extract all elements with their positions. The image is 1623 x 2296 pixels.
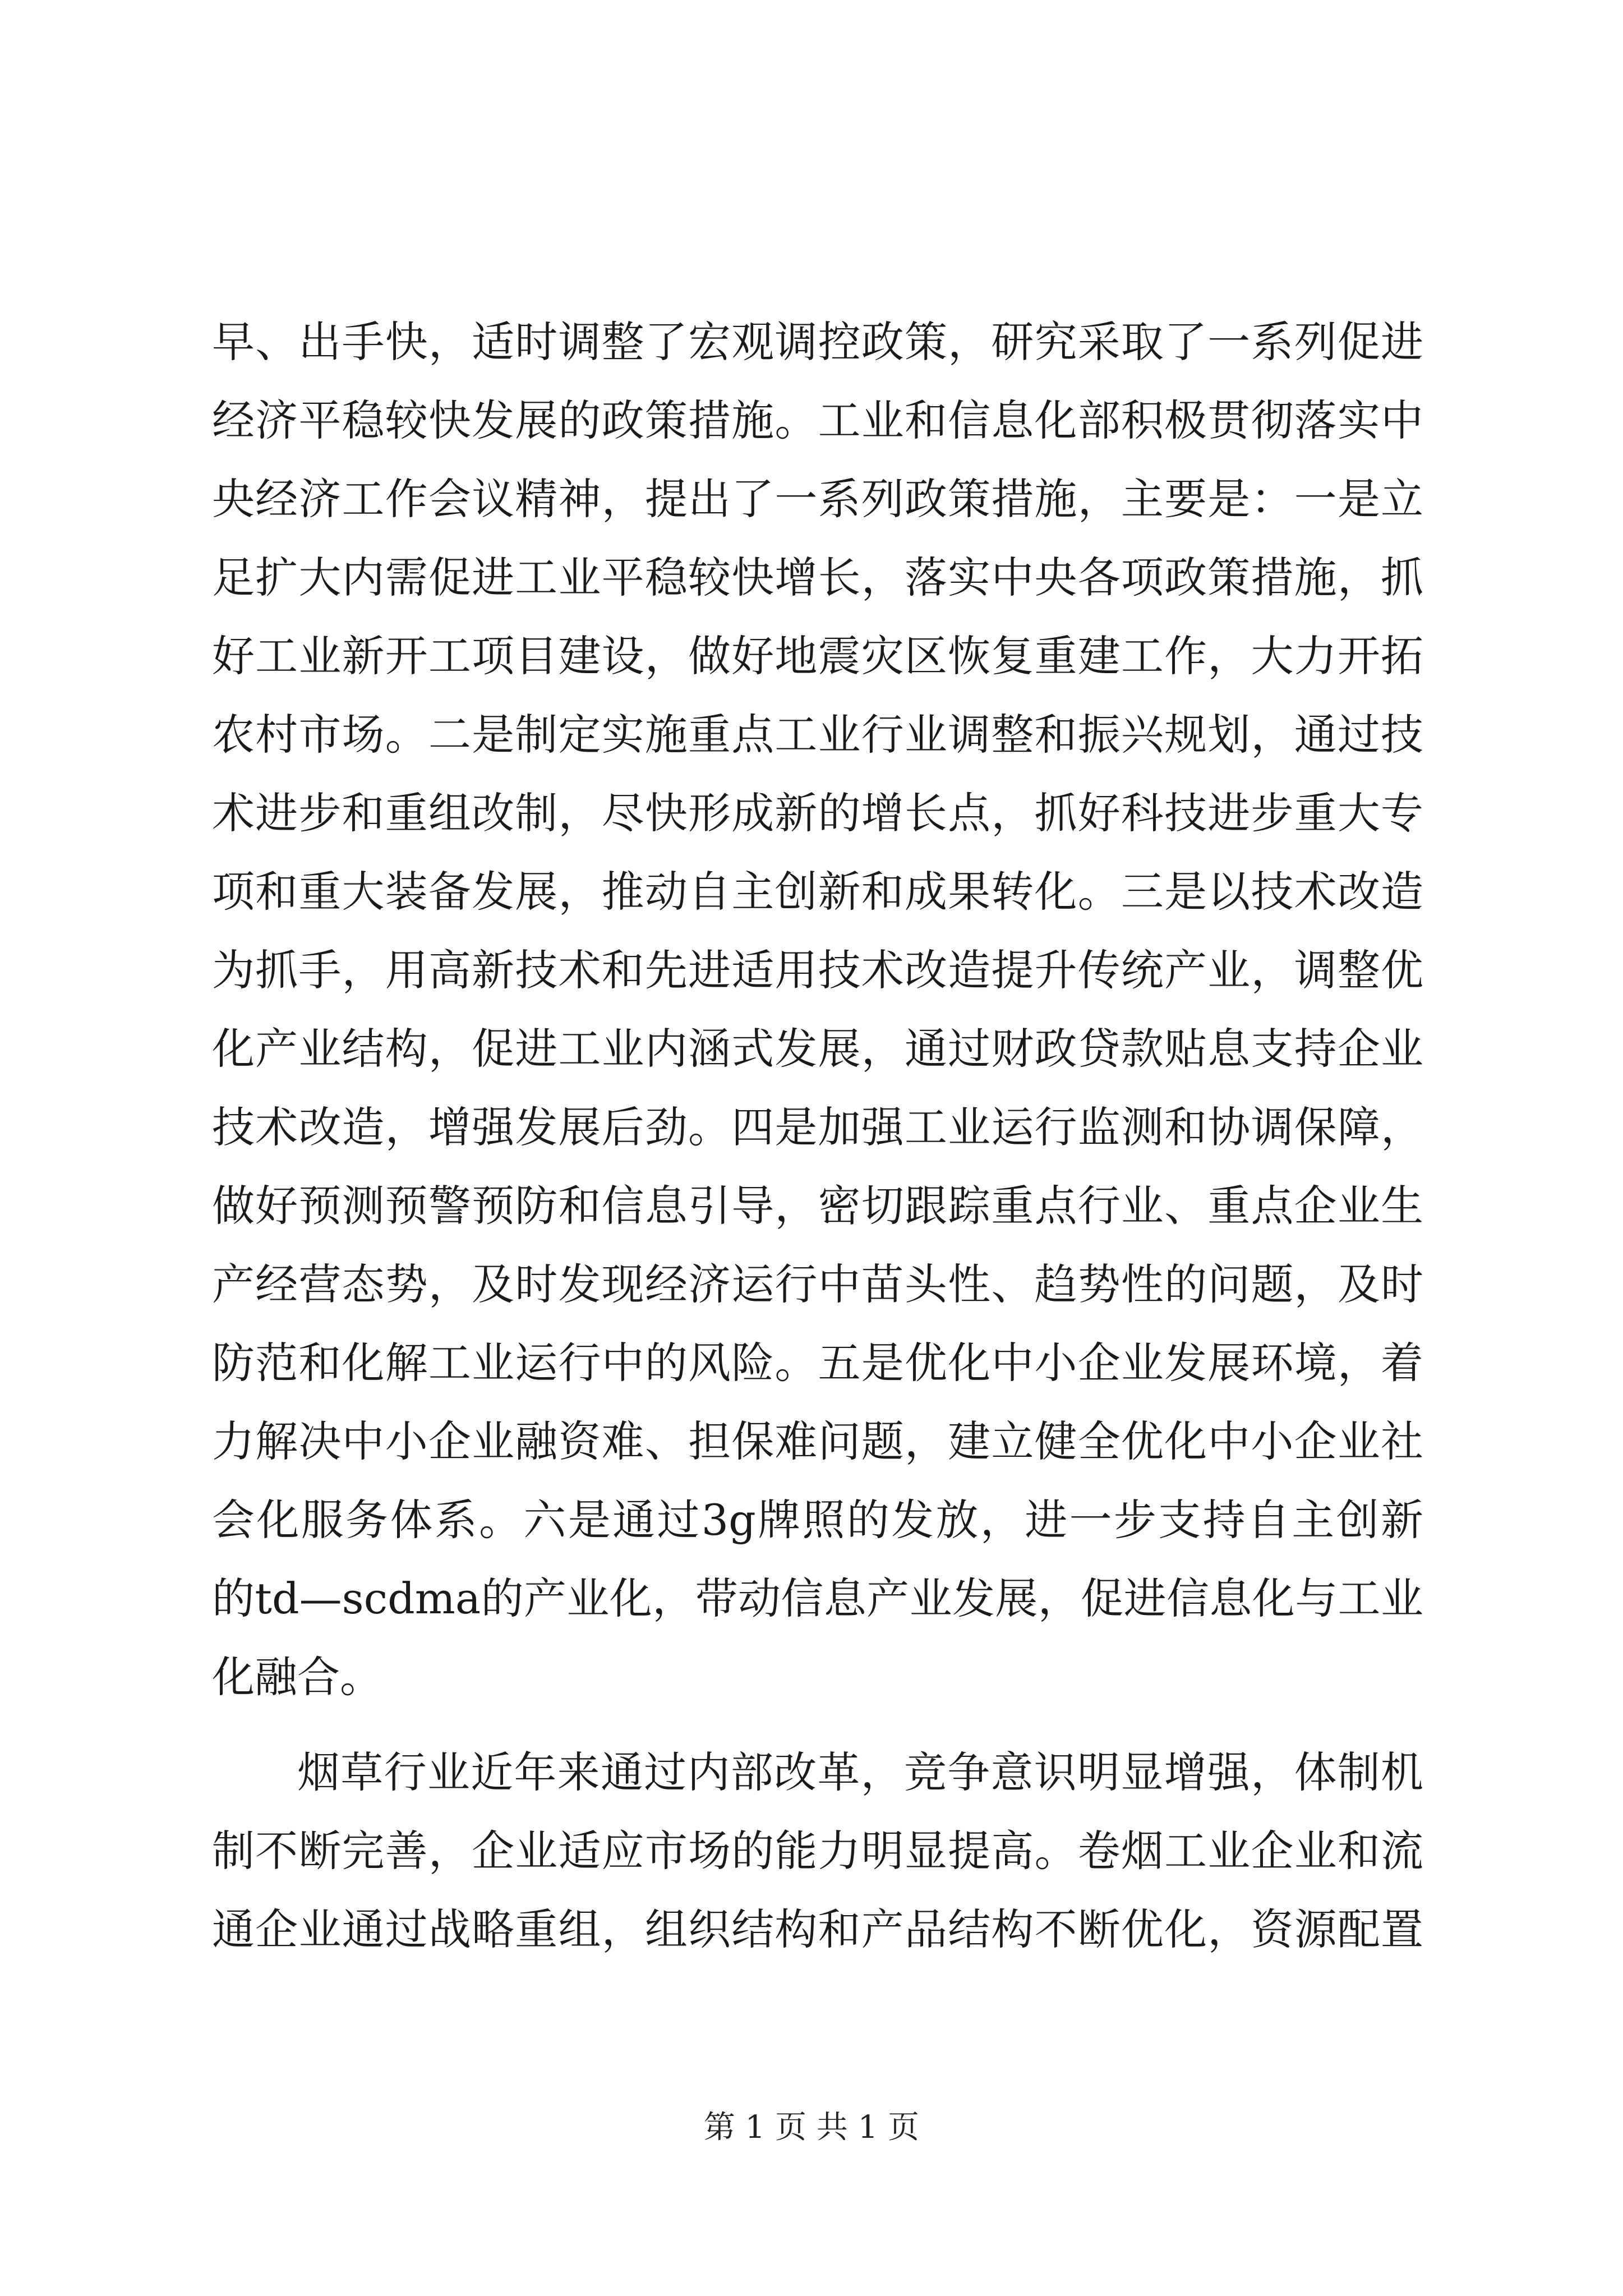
paragraph-line: 的td—scdma的产业化，带动信息产业发展，促进信息化与工业 <box>212 1573 1423 1623</box>
paragraph-line: 制不断完善，企业适应市场的能力明显提高。卷烟工业企业和流 <box>212 1826 1423 1876</box>
paragraph-line: 做好预测预警预防和信息引导，密切跟踪重点行业、重点企业生 <box>212 1181 1423 1231</box>
paragraph-line: 力解决中小企业融资难、担保难问题，建立健全优化中小企业社 <box>212 1416 1423 1466</box>
paragraph-line: 化融合。 <box>212 1652 382 1702</box>
paragraph-line: 通企业通过战略重组，组织结构和产品结构不断优化，资源配置 <box>212 1904 1423 1954</box>
paragraph-line: 好工业新开工项目建设，做好地震灾区恢复重建工作，大力开拓 <box>212 631 1423 681</box>
page-footer: 第 1 页 共 1 页 <box>703 2109 920 2146</box>
paragraph-line: 术进步和重组改制，尽快形成新的增长点，抓好科技进步重大专 <box>212 788 1423 838</box>
paragraph-line: 产经营态势，及时发现经济运行中苗头性、趋势性的问题，及时 <box>212 1259 1423 1309</box>
paragraph-line: 经济平稳较快发展的政策措施。工业和信息化部积极贯彻落实中 <box>212 395 1423 445</box>
paragraph-line: 为抓手，用高新技术和先进适用技术改造提升传统产业，调整优 <box>212 945 1423 995</box>
paragraph-line: 烟草行业近年来通过内部改革，竞争意识明显增强，体制机 <box>297 1747 1423 1797</box>
paragraph-line: 早、出手快，适时调整了宏观调控政策，研究采取了一系列促进 <box>212 317 1423 367</box>
paragraph-line: 央经济工作会议精神，提出了一系列政策措施，主要是：一是立 <box>212 474 1423 524</box>
paragraph-line: 足扩大内需促进工业平稳较快增长，落实中央各项政策措施，抓 <box>212 553 1423 602</box>
paragraph-line: 化产业结构，促进工业内涵式发展，通过财政贷款贴息支持企业 <box>212 1024 1423 1074</box>
paragraph-line: 会化服务体系。六是通过3g牌照的发放，进一步支持自主创新 <box>212 1495 1423 1545</box>
paragraph-line: 防范和化解工业运行中的风险。五是优化中小企业发展环境，着 <box>212 1338 1423 1388</box>
paragraph-line: 农村市场。二是制定实施重点工业行业调整和振兴规划，通过技 <box>212 710 1423 760</box>
paragraph-line: 项和重大装备发展，推动自主创新和成果转化。三是以技术改造 <box>212 867 1423 917</box>
paragraph-line: 技术改造，增强发展后劲。四是加强工业运行监测和协调保障， <box>212 1102 1423 1152</box>
